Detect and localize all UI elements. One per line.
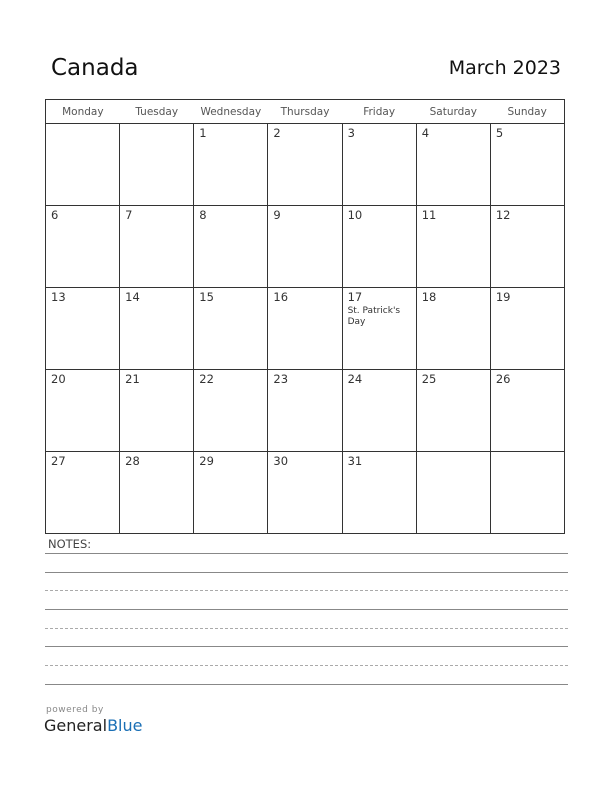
day-cell	[342, 288, 416, 370]
brand-blue: Blue	[107, 716, 143, 735]
note-line	[45, 609, 568, 610]
day-number: 29	[199, 454, 214, 468]
note-line	[45, 646, 568, 647]
day-number: 23	[273, 372, 289, 386]
day-number: 18	[421, 290, 437, 304]
day-cell	[46, 370, 120, 452]
day-cell	[194, 452, 268, 534]
day-number: 22	[199, 372, 214, 386]
holiday-event: St. Patrick's Day	[347, 306, 401, 327]
week-row	[46, 124, 565, 206]
note-line	[45, 684, 568, 685]
day-number: 25	[421, 372, 437, 386]
notes-label: NOTES:	[48, 537, 92, 551]
day-number: 19	[495, 290, 511, 304]
day-number: 31	[347, 454, 363, 468]
day-cell	[46, 288, 120, 370]
day-cell	[416, 206, 490, 288]
day-cell	[490, 206, 564, 288]
note-line	[45, 572, 568, 573]
day-cell	[268, 288, 342, 370]
weekday-thursday: Thursday	[268, 100, 342, 124]
brand-logo	[44, 716, 142, 735]
day-cell	[46, 452, 120, 534]
country-title: Canada	[51, 55, 139, 81]
day-number: 8	[199, 208, 207, 222]
day-cell	[194, 370, 268, 452]
weekday-header-row	[46, 100, 565, 124]
day-cell	[46, 206, 120, 288]
day-cell	[268, 124, 342, 206]
day-number: 15	[199, 290, 214, 304]
week-row	[46, 452, 565, 534]
note-line	[45, 628, 568, 629]
day-cell	[120, 370, 194, 452]
day-cell	[342, 206, 416, 288]
powered-by-text: powered by	[46, 705, 104, 715]
day-number: 24	[347, 372, 363, 386]
weekday-saturday: Saturday	[416, 100, 490, 124]
day-cell	[490, 452, 564, 534]
day-number: 30	[273, 454, 289, 468]
day-cell	[416, 124, 490, 206]
day-cell	[194, 206, 268, 288]
week-row	[46, 288, 565, 370]
note-line	[45, 590, 568, 591]
day-cell	[268, 370, 342, 452]
weekday-wednesday: Wednesday	[194, 100, 268, 124]
calendar-body	[46, 124, 565, 534]
day-cell	[416, 452, 490, 534]
day-cell	[268, 452, 342, 534]
day-number: 4	[421, 126, 430, 140]
brand-general: General	[44, 716, 108, 735]
day-cell	[268, 206, 342, 288]
day-number: 16	[273, 290, 289, 304]
week-row	[46, 206, 565, 288]
day-cell	[120, 124, 194, 206]
day-number: 3	[347, 126, 355, 140]
day-number: 28	[125, 454, 140, 468]
weekday-tuesday: Tuesday	[120, 100, 194, 124]
day-number: 14	[125, 290, 140, 304]
weekday-sunday: Sunday	[490, 100, 564, 124]
day-cell	[342, 370, 416, 452]
day-cell	[416, 288, 490, 370]
day-number: 13	[51, 290, 66, 304]
day-cell	[194, 124, 268, 206]
day-cell	[194, 288, 268, 370]
day-cell	[120, 452, 194, 534]
note-line	[45, 665, 568, 666]
day-number: 10	[347, 208, 363, 222]
day-cell	[342, 452, 416, 534]
day-cell	[120, 288, 194, 370]
day-number: 5	[495, 126, 504, 140]
calendar-grid	[45, 99, 565, 534]
day-number: 1	[199, 126, 207, 140]
week-row	[46, 370, 565, 452]
day-cell	[490, 124, 564, 206]
day-number: 7	[125, 208, 133, 222]
day-number: 11	[421, 208, 437, 222]
day-cell	[416, 370, 490, 452]
day-cell	[46, 124, 120, 206]
day-number: 27	[51, 454, 66, 468]
day-number: 12	[495, 208, 511, 222]
day-number: 6	[51, 208, 59, 222]
day-number: 20	[51, 372, 66, 386]
weekday-monday: Monday	[46, 100, 120, 124]
day-cell	[490, 288, 564, 370]
month-title: March 2023	[448, 57, 561, 79]
day-number: 2	[273, 126, 281, 140]
day-number: 21	[125, 372, 140, 386]
day-cell	[490, 370, 564, 452]
day-number: 26	[495, 372, 511, 386]
weekday-friday: Friday	[342, 100, 416, 124]
note-line	[45, 553, 568, 554]
day-cell	[342, 124, 416, 206]
day-number: 17	[347, 290, 363, 304]
day-cell	[120, 206, 194, 288]
day-number: 9	[273, 208, 281, 222]
